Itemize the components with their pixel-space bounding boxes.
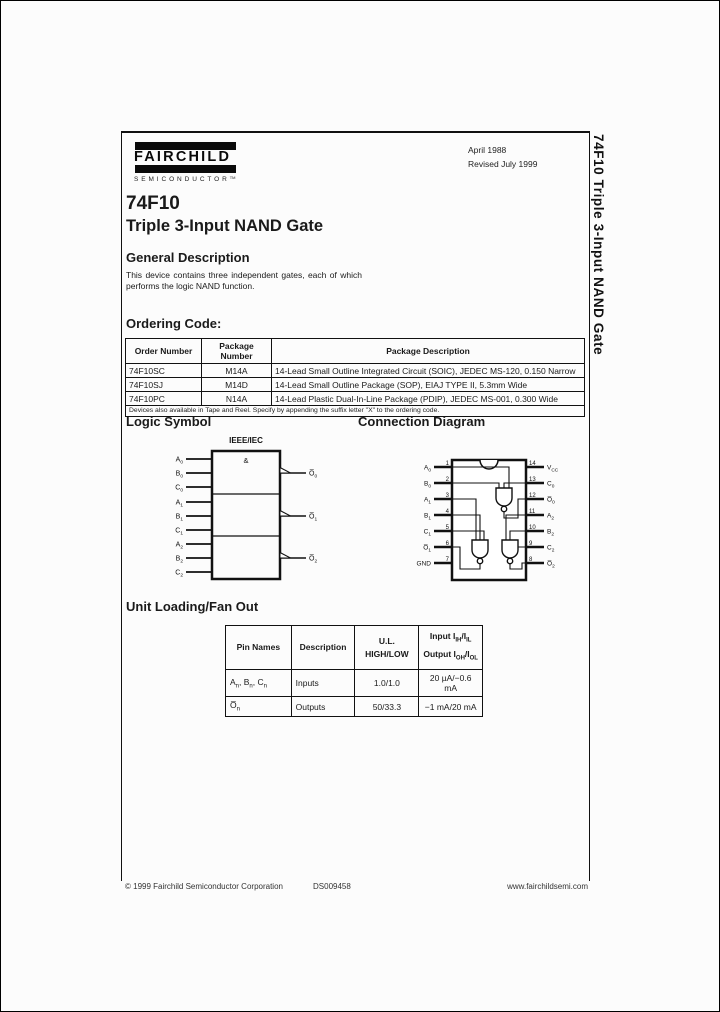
table-row	[126, 392, 585, 406]
pin-label: $C_2$	[547, 544, 555, 554]
pin-label: $O̅_0$	[547, 496, 555, 506]
logic-symbol-outline	[212, 451, 280, 579]
pin-number: 2	[445, 477, 449, 483]
table-row	[126, 364, 585, 378]
trademark-symbol: TM	[229, 175, 236, 180]
logo-subtitle	[134, 175, 254, 183]
content-frame	[121, 131, 590, 881]
inversion-bubble	[507, 558, 512, 563]
col-header-description: Description	[291, 626, 355, 670]
general-description-body: This device contains three independent gates, each of which performs the logic NAND function.	[126, 270, 362, 291]
revision-dates	[468, 143, 537, 171]
nand-gate	[496, 488, 512, 506]
col-header-package-number: Package Number	[202, 339, 272, 364]
package-number-cell: N14A	[202, 392, 272, 406]
and-function-symbol: &	[243, 456, 249, 465]
unit-loading-heading: Unit Loading/Fan Out	[126, 599, 259, 614]
current-cell: −1 mA/20 mA	[419, 697, 483, 717]
pin-number: 10	[529, 525, 536, 531]
inversion-bubble	[477, 558, 482, 563]
package-number-cell: M14A	[202, 364, 272, 378]
nand-gate	[502, 540, 518, 558]
website-url: www.fairchildsemi.com	[507, 882, 588, 891]
page-title: Triple 3-Input NAND Gate	[126, 217, 324, 235]
col-header-unit-load: U.L. HIGH/LOW	[355, 626, 419, 670]
input-label: $C_2$	[175, 569, 183, 579]
pin-number: 3	[445, 493, 449, 499]
pin-label: $A_0$	[423, 464, 431, 474]
description-cell: Outputs	[291, 697, 355, 717]
current-cell: 20 µA/−0.6 mA	[419, 670, 483, 697]
date-published: April 1988	[468, 145, 507, 155]
ordering-header-row	[126, 339, 585, 364]
input-label: $B_2$	[175, 555, 183, 565]
pin-number: 7	[445, 557, 449, 563]
ordering-footnote: Devices also available in Tape and Reel. Specify by appending the suffix letter "X" to the ordering code.	[126, 406, 585, 417]
pin-number: 8	[529, 557, 533, 563]
order-number-cell: 74F10SJ	[126, 378, 202, 392]
order-number-cell: 74F10SC	[126, 364, 202, 378]
package-description-cell: 14-Lead Small Outline Integrated Circuit (SOIC), JEDEC MS-120, 0.150 Narrow	[272, 364, 585, 378]
logo-subtitle-text: SEMICONDUCTOR	[134, 176, 230, 183]
pin-label: $O̅_2$	[547, 560, 555, 570]
pin-label: $O̅_1$	[423, 544, 431, 554]
unit-load-cell: 50/33.3	[355, 697, 419, 717]
fairchild-logo	[134, 142, 254, 183]
logic-symbol-diagram	[160, 433, 350, 603]
pin-number: 13	[529, 477, 536, 483]
pin-number: 12	[529, 493, 536, 499]
table-row	[226, 670, 483, 697]
pin-number: 14	[529, 461, 536, 467]
logic-symbol-heading: Logic Symbol	[126, 414, 212, 429]
pin-label: $A_2$	[547, 512, 555, 522]
general-description-heading: General Description	[126, 250, 250, 265]
input-label: $B_0$	[175, 470, 183, 480]
pin-number: 1	[445, 461, 449, 467]
nand-gate	[472, 540, 488, 558]
table-row	[226, 697, 483, 717]
unit-load-cell: 1.0/1.0	[355, 670, 419, 697]
col-header-package-description: Package Description	[272, 339, 585, 364]
part-number: 74F10	[126, 193, 180, 214]
col-header-pin-names: Pin Names	[226, 626, 292, 670]
ieee-iec-label: IEEE/IEC	[229, 436, 263, 445]
order-number-cell: 74F10PC	[126, 392, 202, 406]
pin-number: 6	[445, 541, 449, 547]
ordering-code-table	[125, 338, 585, 417]
package-description-cell: 14-Lead Plastic Dual-In-Line Package (PDIP), JEDEC MS-001, 0.300 Wide	[272, 392, 585, 406]
inversion-wedge	[280, 553, 291, 559]
pin-label: $C_0$	[547, 480, 555, 490]
input-label: $C_1$	[175, 527, 183, 537]
pin-label: $A_1$	[423, 496, 431, 506]
unit-loading-header-row	[226, 626, 483, 670]
inversion-bubble	[501, 506, 506, 511]
package-description-cell: 14-Lead Small Outline Package (SOP), EIAJ TYPE II, 5.3mm Wide	[272, 378, 585, 392]
input-label: $A_0$	[175, 456, 183, 466]
output-label: $O̅_2$	[309, 555, 318, 565]
col-header-input-output-current: Input $I_{IH}/I_{IL}$ Output $I_{OH}/I_{OL}$	[419, 626, 483, 670]
logo-bar-bottom	[135, 165, 236, 173]
logo-wordmark: FAIRCHILD	[134, 149, 232, 165]
date-revised: Revised July 1999	[468, 159, 538, 169]
table-row	[126, 378, 585, 392]
pin-label: $V_{CC}$	[547, 464, 559, 474]
pin-number: 5	[445, 525, 449, 531]
connection-diagram-heading: Connection Diagram	[358, 414, 486, 429]
pin-number: 4	[445, 509, 449, 515]
input-label: $A_2$	[175, 541, 183, 551]
col-header-order-number: Order Number	[126, 339, 202, 364]
pin-label: $B_0$	[423, 480, 431, 490]
input-label: $B_1$	[175, 513, 183, 523]
inversion-wedge	[280, 511, 291, 517]
pin-label: $C_1$	[423, 528, 431, 538]
description-cell: Inputs	[291, 670, 355, 697]
output-label: $O̅_1$	[309, 513, 318, 523]
unit-loading-table	[225, 625, 483, 717]
pin-names-cell: $O̅_n$	[226, 697, 292, 717]
pin-number: 11	[529, 509, 536, 515]
pin-label: $B_2$	[547, 528, 555, 538]
pin-names-cell: $A_n$, $B_n$, $C_n$	[226, 670, 292, 697]
document-number: DS009458	[313, 882, 351, 891]
input-label: $A_1$	[175, 499, 183, 509]
pin-label: $B_1$	[423, 512, 431, 522]
pin-label: GND	[416, 560, 431, 568]
inversion-wedge	[280, 468, 291, 474]
connection-diagram-drawing	[384, 448, 594, 588]
sidebar-vertical-title: 74F10 Triple 3-Input NAND Gate	[591, 134, 606, 356]
copyright-text: © 1999 Fairchild Semiconductor Corporation	[125, 882, 283, 891]
pin-number: 9	[529, 541, 533, 547]
ordering-code-heading: Ordering Code:	[126, 316, 222, 331]
input-label: $C_0$	[175, 484, 183, 494]
package-number-cell: M14D	[202, 378, 272, 392]
output-label: $O̅_0$	[309, 470, 318, 480]
dip-package-outline	[452, 460, 526, 580]
